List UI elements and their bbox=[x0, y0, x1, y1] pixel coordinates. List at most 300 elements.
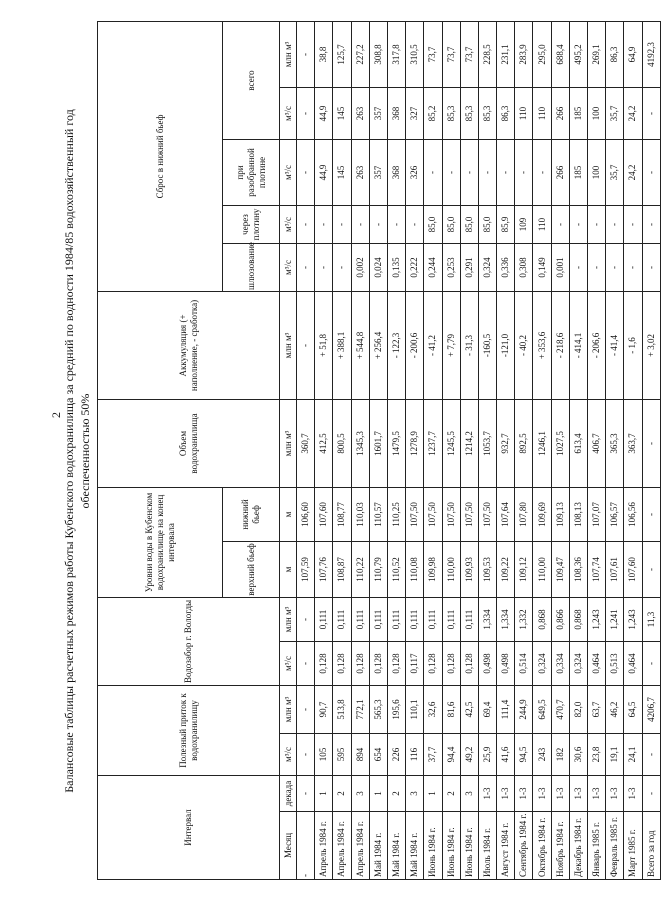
table-cell: Январь 1985 г. bbox=[588, 812, 606, 880]
unit-volume-mln: млн м³ bbox=[280, 399, 297, 487]
table-cell: 109,47 bbox=[551, 541, 569, 597]
table-cell: 310,5 bbox=[406, 21, 424, 87]
table-cell: 0,334 bbox=[551, 641, 569, 685]
table-cell: 0,498 bbox=[497, 641, 515, 685]
table-cell: -160,5 bbox=[478, 291, 496, 399]
table-cell: + 51,8 bbox=[315, 291, 333, 399]
table-cell: 357 bbox=[369, 87, 387, 139]
table-cell: 1245,5 bbox=[442, 399, 460, 487]
title-line-1: Балансовые таблицы расчетных режимов работы Кубенского водохранилища за средний по водности 1984/85 водохозяйственный год bbox=[62, 109, 76, 793]
table-cell: 4206,7 bbox=[642, 685, 660, 733]
table-cell: 38,8 bbox=[315, 21, 333, 87]
table-cell: 35,7 bbox=[606, 87, 624, 139]
table-cell: 107,50 bbox=[442, 487, 460, 541]
table-cell: 0,253 bbox=[442, 243, 460, 291]
table-row bbox=[387, 21, 405, 879]
table-cell: 107,61 bbox=[606, 541, 624, 597]
header-month: Месяц bbox=[280, 812, 297, 880]
table-cell: - bbox=[297, 87, 315, 139]
table-cell: - bbox=[315, 243, 333, 291]
table-cell: 107,74 bbox=[588, 541, 606, 597]
table-cell: 1,334 bbox=[497, 597, 515, 641]
table-cell: 107,50 bbox=[478, 487, 496, 541]
table-cell: 649,5 bbox=[533, 685, 551, 733]
table-row bbox=[460, 21, 478, 879]
table-cell: 32,6 bbox=[424, 685, 442, 733]
table-cell: 145 bbox=[333, 87, 351, 139]
table-cell: 109 bbox=[515, 205, 533, 243]
table-cell: - bbox=[569, 205, 587, 243]
table-row bbox=[297, 21, 315, 879]
table-cell: 185 bbox=[569, 87, 587, 139]
header-through-dam: через плотину bbox=[223, 205, 280, 243]
table-cell: - bbox=[297, 139, 315, 205]
table-cell: 107,64 bbox=[497, 487, 515, 541]
table-cell: 0,024 bbox=[369, 243, 387, 291]
header-inflow: Полезный приток к водохранилищу bbox=[98, 685, 280, 775]
table-cell: - bbox=[297, 685, 315, 733]
table-cell: 363,7 bbox=[624, 399, 642, 487]
table-cell: - bbox=[442, 139, 460, 205]
table-cell: 0,514 bbox=[515, 641, 533, 685]
table-cell: 0,001 bbox=[551, 243, 569, 291]
table-cell: - bbox=[333, 205, 351, 243]
table-cell: 0,513 bbox=[606, 641, 624, 685]
table-cell: 1-3 bbox=[569, 775, 587, 811]
header-discharge: Сброс в нижний бьеф bbox=[98, 21, 223, 291]
table-cell: 0,128 bbox=[351, 641, 369, 685]
table-cell: 44,9 bbox=[315, 139, 333, 205]
header-intake: Водозабор г. Вологды bbox=[98, 597, 280, 685]
table-cell: 0,128 bbox=[424, 641, 442, 685]
table-cell: - bbox=[642, 243, 660, 291]
table-cell: - bbox=[642, 641, 660, 685]
table-cell: - bbox=[642, 87, 660, 139]
table-cell: 327 bbox=[406, 87, 424, 139]
table-cell: - bbox=[297, 641, 315, 685]
table-cell: 1,241 bbox=[606, 597, 624, 641]
table-cell: Февраль 1985 г. bbox=[606, 812, 624, 880]
header-at-dam: при разобранной плотине bbox=[223, 139, 280, 205]
header-interval: Интервал bbox=[98, 775, 280, 879]
table-cell: 513,8 bbox=[333, 685, 351, 733]
table-cell: 1345,3 bbox=[351, 399, 369, 487]
table-row bbox=[551, 21, 569, 879]
table-cell: 0,128 bbox=[387, 641, 405, 685]
table-cell: 365,3 bbox=[606, 399, 624, 487]
table-cell: 565,3 bbox=[369, 685, 387, 733]
table-row bbox=[515, 21, 533, 879]
table-cell: 110 bbox=[515, 87, 533, 139]
table-cell: 892,5 bbox=[515, 399, 533, 487]
table-cell: 1-3 bbox=[478, 775, 496, 811]
table-cell: - bbox=[551, 205, 569, 243]
table-cell: 1278,9 bbox=[406, 399, 424, 487]
table-cell: - bbox=[588, 243, 606, 291]
table-cell: Май 1984 г. bbox=[387, 812, 405, 880]
table-cell: - bbox=[569, 243, 587, 291]
table-cell: + 544,8 bbox=[351, 291, 369, 399]
table-cell: 64,9 bbox=[624, 21, 642, 87]
header-sluice: шлюзование bbox=[223, 243, 280, 291]
table-cell: 108,77 bbox=[333, 487, 351, 541]
table-cell: 654 bbox=[369, 733, 387, 775]
table-cell: 106,60 bbox=[297, 487, 315, 541]
table-cell: 73,7 bbox=[424, 21, 442, 87]
table-cell: 107,76 bbox=[315, 541, 333, 597]
table-cell: 110 bbox=[533, 87, 551, 139]
table-cell: 269,1 bbox=[588, 21, 606, 87]
table-cell: 0,324 bbox=[533, 641, 551, 685]
table-cell: 94,5 bbox=[515, 733, 533, 775]
table-cell: 3 bbox=[351, 775, 369, 811]
table-cell: 1-3 bbox=[533, 775, 551, 811]
header-upper: верхний бьеф bbox=[223, 541, 280, 597]
table-cell: 1-3 bbox=[551, 775, 569, 811]
table-cell: 226 bbox=[387, 733, 405, 775]
table-cell: 195,6 bbox=[387, 685, 405, 733]
table-cell: - bbox=[642, 205, 660, 243]
table-cell: 106,57 bbox=[606, 487, 624, 541]
table-row bbox=[369, 21, 387, 879]
table-cell: 145 bbox=[333, 139, 351, 205]
table-cell: 1,332 bbox=[515, 597, 533, 641]
table-cell: 0,149 bbox=[533, 243, 551, 291]
table-cell: 110,79 bbox=[369, 541, 387, 597]
table-cell: 94,4 bbox=[442, 733, 460, 775]
table-cell: 0,135 bbox=[387, 243, 405, 291]
table-cell: - 1,6 bbox=[624, 291, 642, 399]
table-cell: 107,50 bbox=[460, 487, 478, 541]
table-cell: 244,9 bbox=[515, 685, 533, 733]
table-cell: 0,868 bbox=[569, 597, 587, 641]
header-total: всего bbox=[223, 21, 280, 139]
table-cell: 0,291 bbox=[460, 243, 478, 291]
table-cell: 85,2 bbox=[424, 87, 442, 139]
table-cell: Декабрь 1984 г. bbox=[569, 812, 587, 880]
table-cell: 81,6 bbox=[442, 685, 460, 733]
table-cell: 100 bbox=[588, 87, 606, 139]
table-cell: 0,464 bbox=[588, 641, 606, 685]
table-cell: 63,7 bbox=[588, 685, 606, 733]
table-cell: 90,7 bbox=[315, 685, 333, 733]
table-cell: Март 1985 г. bbox=[624, 812, 642, 880]
balance-table bbox=[97, 21, 661, 880]
table-cell: Апрель 1984 г. bbox=[315, 812, 333, 880]
table-cell: 19,1 bbox=[606, 733, 624, 775]
header-accumulation: Аккумуляция (+ наполнение, - сработка) bbox=[98, 291, 280, 399]
table-cell: - bbox=[297, 243, 315, 291]
table-cell: Сентябрь 1984 г. bbox=[515, 812, 533, 880]
table-cell: 23,8 bbox=[588, 733, 606, 775]
table-cell: Апрель 1984 г. bbox=[351, 812, 369, 880]
table-cell: 412,5 bbox=[315, 399, 333, 487]
unit-atdam-m3s: м³/с bbox=[280, 139, 297, 205]
table-cell: - bbox=[588, 205, 606, 243]
table-cell: 0,111 bbox=[351, 597, 369, 641]
table-cell: 243 bbox=[533, 733, 551, 775]
table-cell: 42,5 bbox=[460, 685, 478, 733]
table-row bbox=[478, 21, 496, 879]
table-cell: 495,2 bbox=[569, 21, 587, 87]
table-cell: - bbox=[642, 733, 660, 775]
table-cell: - bbox=[497, 139, 515, 205]
table-cell: - 200,6 bbox=[406, 291, 424, 399]
table-cell: 1 bbox=[369, 775, 387, 811]
table-cell: 0,336 bbox=[497, 243, 515, 291]
table-cell: 0,002 bbox=[351, 243, 369, 291]
table-cell: 0,308 bbox=[515, 243, 533, 291]
rotated-page bbox=[59, 22, 656, 880]
unit-lower-m: м bbox=[280, 487, 297, 541]
table-cell: 125,7 bbox=[333, 21, 351, 87]
table-cell: 406,7 bbox=[588, 399, 606, 487]
table-cell: 1,334 bbox=[478, 597, 496, 641]
table-cell: 110,57 bbox=[369, 487, 387, 541]
table-cell: 64,5 bbox=[624, 685, 642, 733]
table-cell: - bbox=[424, 139, 442, 205]
table-cell: - bbox=[297, 205, 315, 243]
unit-intake-mln: млн м³ bbox=[280, 597, 297, 641]
table-cell: 2 bbox=[333, 775, 351, 811]
table-cell: 105 bbox=[315, 733, 333, 775]
table-cell: - bbox=[297, 21, 315, 87]
unit-inflow-mln: млн м³ bbox=[280, 685, 297, 733]
header-lower: нижний бьеф bbox=[223, 487, 280, 541]
table-cell: + 256,4 bbox=[369, 291, 387, 399]
table-cell: 106,56 bbox=[624, 487, 642, 541]
table-cell: 0,111 bbox=[424, 597, 442, 641]
table-cell: 231,1 bbox=[497, 21, 515, 87]
table-cell: 107,60 bbox=[315, 487, 333, 541]
table-cell: - bbox=[642, 399, 660, 487]
table-cell: 107,50 bbox=[424, 487, 442, 541]
table-cell: 85,9 bbox=[497, 205, 515, 243]
table-cell: 1027,5 bbox=[551, 399, 569, 487]
table-cell: 3 bbox=[460, 775, 478, 811]
table-cell: 894 bbox=[351, 733, 369, 775]
table-cell: - bbox=[387, 205, 405, 243]
table-cell: 357 bbox=[369, 139, 387, 205]
table-cell: 0,324 bbox=[478, 243, 496, 291]
unit-total-mln: млн м³ bbox=[280, 21, 297, 87]
table-cell: - bbox=[624, 243, 642, 291]
table-row bbox=[642, 21, 660, 879]
table-row bbox=[424, 21, 442, 879]
table-cell: 263 bbox=[351, 139, 369, 205]
table-cell: - bbox=[515, 139, 533, 205]
table-cell: 107,80 bbox=[515, 487, 533, 541]
table-cell: - bbox=[624, 205, 642, 243]
table-cell: 109,98 bbox=[424, 541, 442, 597]
table-cell: 0,111 bbox=[315, 597, 333, 641]
table-cell: 85,0 bbox=[424, 205, 442, 243]
table-row bbox=[497, 21, 515, 879]
table-cell: 0,111 bbox=[369, 597, 387, 641]
table-cell: 613,4 bbox=[569, 399, 587, 487]
table-cell: 0,111 bbox=[460, 597, 478, 641]
table-row bbox=[533, 21, 551, 879]
table-row bbox=[569, 21, 587, 879]
table-cell: 182 bbox=[551, 733, 569, 775]
table-cell: - bbox=[369, 205, 387, 243]
table-cell: 0,498 bbox=[478, 641, 496, 685]
table-cell: 1-3 bbox=[624, 775, 642, 811]
table-cell: 73,7 bbox=[460, 21, 478, 87]
table-cell: 116 bbox=[406, 733, 424, 775]
table-body bbox=[297, 21, 661, 879]
table-cell: + 3,02 bbox=[642, 291, 660, 399]
table-cell: - bbox=[406, 205, 424, 243]
table-cell: 1601,7 bbox=[369, 399, 387, 487]
table-cell: - bbox=[315, 205, 333, 243]
table-cell: 11,3 bbox=[642, 597, 660, 641]
table-cell: 2 bbox=[387, 775, 405, 811]
header-decade: декада bbox=[280, 775, 297, 811]
table-cell: 41,6 bbox=[497, 733, 515, 775]
table-cell: 1053,7 bbox=[478, 399, 496, 487]
table-cell: 0,128 bbox=[333, 641, 351, 685]
table-cell: 109,69 bbox=[533, 487, 551, 541]
table-cell: 85,0 bbox=[478, 205, 496, 243]
table-cell: 0,464 bbox=[624, 641, 642, 685]
table-cell: 37,7 bbox=[424, 733, 442, 775]
table-cell: 1237,7 bbox=[424, 399, 442, 487]
table-cell: 0,868 bbox=[533, 597, 551, 641]
table-cell: 110,25 bbox=[387, 487, 405, 541]
table-cell: 109,53 bbox=[478, 541, 496, 597]
unit-accum-mln: млн м³ bbox=[280, 291, 297, 399]
table-cell: - 414,1 bbox=[569, 291, 587, 399]
table-cell: - bbox=[297, 812, 315, 880]
table-cell: 266 bbox=[551, 139, 569, 205]
table-cell: 1 bbox=[424, 775, 442, 811]
table-cell: 109,13 bbox=[551, 487, 569, 541]
table-cell: 283,9 bbox=[515, 21, 533, 87]
table-cell: Июнь 1984 г. bbox=[442, 812, 460, 880]
unit-through-m3s: м³/с bbox=[280, 205, 297, 243]
table-cell: + 353,6 bbox=[533, 291, 551, 399]
table-cell: Всего за год bbox=[642, 812, 660, 880]
table-cell: 0,128 bbox=[315, 641, 333, 685]
table-cell: Август 1984 г. bbox=[497, 812, 515, 880]
table-cell: 932,7 bbox=[497, 399, 515, 487]
table-cell: Ноябрь 1984 г. bbox=[551, 812, 569, 880]
table-cell: 0,111 bbox=[333, 597, 351, 641]
table-cell: - bbox=[478, 139, 496, 205]
table-cell: - bbox=[333, 243, 351, 291]
table-cell: 0,222 bbox=[406, 243, 424, 291]
table-cell: 25,9 bbox=[478, 733, 496, 775]
table-cell: 0,324 bbox=[569, 641, 587, 685]
table-cell: 0,128 bbox=[442, 641, 460, 685]
table-cell: + 388,1 bbox=[333, 291, 351, 399]
table-cell: Апрель 1984 г. bbox=[333, 812, 351, 880]
table-cell: - 218,6 bbox=[551, 291, 569, 399]
table-cell: 772,1 bbox=[351, 685, 369, 733]
table-cell: 110,03 bbox=[351, 487, 369, 541]
table-cell: - 31,3 bbox=[460, 291, 478, 399]
table-cell: 107,07 bbox=[588, 487, 606, 541]
table-cell: 1-3 bbox=[497, 775, 515, 811]
table-cell: 1-3 bbox=[515, 775, 533, 811]
table-cell: - 122,3 bbox=[387, 291, 405, 399]
table-cell: 1-3 bbox=[606, 775, 624, 811]
table-cell: 0,111 bbox=[387, 597, 405, 641]
page-number: 2 bbox=[49, 412, 63, 418]
table-cell: 86,3 bbox=[606, 21, 624, 87]
table-cell: 0,117 bbox=[406, 641, 424, 685]
table-cell: 0,111 bbox=[442, 597, 460, 641]
table-cell: - bbox=[460, 139, 478, 205]
table-cell: 108,36 bbox=[569, 541, 587, 597]
table-cell: 0,128 bbox=[369, 641, 387, 685]
table-cell: - bbox=[297, 733, 315, 775]
table-cell: 595 bbox=[333, 733, 351, 775]
table-cell: 4192,3 bbox=[642, 21, 660, 87]
table-cell: 85,3 bbox=[460, 87, 478, 139]
table-cell: 368 bbox=[387, 139, 405, 205]
table-cell: 35,7 bbox=[606, 139, 624, 205]
table-cell: 1479,5 bbox=[387, 399, 405, 487]
table-cell: - 41,2 bbox=[424, 291, 442, 399]
table-cell: - bbox=[533, 139, 551, 205]
table-row bbox=[406, 21, 424, 879]
table-cell: 0,128 bbox=[460, 641, 478, 685]
table-cell: 1,243 bbox=[588, 597, 606, 641]
table-cell: 266 bbox=[551, 87, 569, 139]
table-cell: - bbox=[642, 541, 660, 597]
table-cell: 263 bbox=[351, 87, 369, 139]
title-line-2: обеспеченностью 50% bbox=[78, 393, 92, 509]
table-cell: 227,2 bbox=[351, 21, 369, 87]
table-cell: 85,0 bbox=[460, 205, 478, 243]
table-cell: 295,0 bbox=[533, 21, 551, 87]
table-cell: 85,3 bbox=[478, 87, 496, 139]
table-cell: 1,243 bbox=[624, 597, 642, 641]
table-cell: 308,8 bbox=[369, 21, 387, 87]
table-cell: Июль 1984 г. bbox=[478, 812, 496, 880]
table-cell: 24,1 bbox=[624, 733, 642, 775]
table-cell: 800,5 bbox=[333, 399, 351, 487]
table-cell: - bbox=[606, 243, 624, 291]
table-cell: 110,00 bbox=[442, 541, 460, 597]
table-cell: - bbox=[297, 775, 315, 811]
table-cell: 110,08 bbox=[406, 541, 424, 597]
unit-inflow-m3s: м³/с bbox=[280, 733, 297, 775]
table-cell: 107,50 bbox=[406, 487, 424, 541]
unit-upper-m: м bbox=[280, 541, 297, 597]
table-cell: Октябрь 1984 г. bbox=[533, 812, 551, 880]
table-row bbox=[351, 21, 369, 879]
table-cell: -121,0 bbox=[497, 291, 515, 399]
table-row bbox=[606, 21, 624, 879]
header-volume: Объем водохранилища bbox=[98, 399, 280, 487]
table-cell: 1 bbox=[315, 775, 333, 811]
table-cell: - bbox=[297, 291, 315, 399]
table-cell: 360,7 bbox=[297, 399, 315, 487]
table-cell: 2 bbox=[442, 775, 460, 811]
table-cell: - bbox=[351, 205, 369, 243]
table-cell: 3 bbox=[406, 775, 424, 811]
table-cell: 30,6 bbox=[569, 733, 587, 775]
table-cell: 0,866 bbox=[551, 597, 569, 641]
table-cell: 317,8 bbox=[387, 21, 405, 87]
table-cell: 0,111 bbox=[406, 597, 424, 641]
table-cell: - bbox=[606, 205, 624, 243]
unit-total-m3s: м³/с bbox=[280, 87, 297, 139]
table-cell: 110 bbox=[533, 205, 551, 243]
